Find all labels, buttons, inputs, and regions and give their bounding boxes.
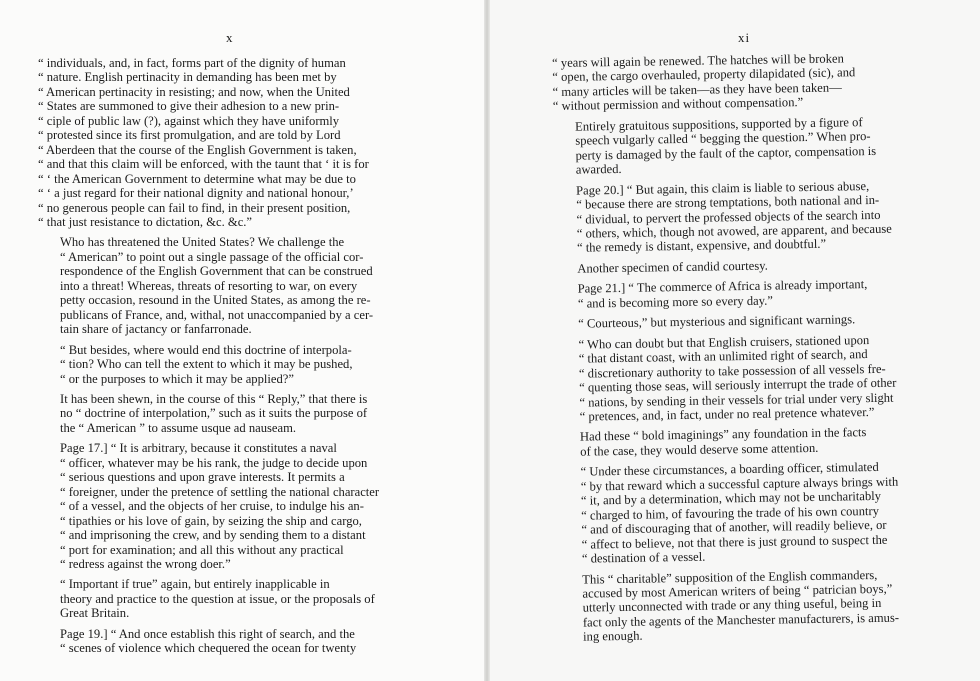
text-line: “ Who can doubt but that English cruisers, stationed upon — [578, 332, 870, 352]
text-line: “ many articles will be taken—as they have been taken— — [552, 80, 842, 99]
text-line: “ States are summoned to give their adhesion to a new prin- — [38, 99, 340, 114]
text-line: “ redress against the wrong doer.” — [60, 556, 231, 571]
paragraph — [558, 459, 948, 566]
text-line: “ by that reward which a successful capture always brings with — [580, 474, 899, 494]
text-line: accused by most American writers of being “ patrician boys,” — [582, 581, 893, 601]
text-line: “ officer, whatever may be his rank, the judge to decide upon — [60, 455, 368, 470]
text-line: Page 20.] “ But again, this claim is liable to serious abuse, — [576, 178, 870, 198]
text-line: utterly unconnected with trade or any thing useful, being in — [582, 596, 882, 615]
text-line: It has been shewn, in the course of this “ Reply,” that there is — [60, 391, 368, 406]
text-line: “ destination of a vessel. — [581, 549, 706, 566]
paragraph — [556, 311, 944, 332]
text-line: “ individuals, and, in fact, forms part of the dignity of human — [38, 56, 346, 70]
text-line: speech vulgarly called “ begging the question.” When pro- — [575, 129, 871, 148]
text-line: no “ doctrine of interpolation,” such as it suits the purpose of — [60, 406, 368, 421]
text-line: ing enough. — [583, 628, 643, 644]
text-line: respondence of the English Government that can be construed — [60, 264, 373, 279]
text-line: Page 17.] “ It is arbitrary, because it constitutes a naval — [60, 441, 337, 456]
paragraph — [552, 50, 941, 114]
text-line: “ no generous people can fail to find, in their present position, — [38, 200, 351, 215]
paragraph — [556, 276, 944, 311]
text-line: “ port for examination; and all this without any practical — [60, 542, 344, 557]
paragraph — [38, 627, 422, 656]
book-gutter — [484, 0, 490, 681]
text-line: Entirely gratuitous suppositions, supported by a figure of — [574, 114, 863, 134]
paragraph — [38, 343, 422, 386]
text-line: “ without permission and without compensation.” — [552, 95, 804, 114]
text-line: tain share of jactancy or fanfarronade. — [60, 322, 252, 337]
page-number-right: xi — [738, 30, 751, 45]
paragraph — [553, 114, 942, 178]
text-line: perty is damaged by the fault of the captor, compensation is — [575, 143, 877, 163]
text-line: “ others, which, though not avowed, are apparent, and because — [576, 221, 892, 241]
text-line: “ charged to him, of favouring the trade of his own country — [581, 503, 880, 523]
text-line: “ years will again be renewed. The hatches will be broken — [552, 51, 844, 70]
text-line: “ that just resistance to dictation, &c. &c.” — [38, 214, 253, 229]
text-line: “ or the purposes to which it may be applied?” — [60, 371, 294, 386]
paragraph — [38, 56, 422, 229]
paragraph — [38, 441, 422, 571]
text-line: “ ciple of public law (?), against which they have uniformly — [38, 113, 340, 128]
text-line: “ quenting those seas, will seriously interrupt the trade of other — [579, 375, 897, 395]
text-line: “ and imprisoning the crew, and by sending them to a distant — [60, 528, 366, 543]
text-line: Had these “ bold imaginings” any foundation in the facts — [579, 425, 867, 445]
text-line: fact only the agents of the Manchester manufacturers, is amus- — [582, 610, 900, 630]
paragraph — [560, 566, 949, 644]
text-line: Great Britain. — [60, 606, 130, 621]
text-line: “ Important if true” again, but entirely inapplicable in — [60, 577, 330, 592]
paragraph — [555, 256, 943, 277]
text-line: “ Under these circumstances, a boarding officer, stimulated — [580, 460, 879, 479]
text-line: into a threat! Whereas, threats of resorting to war, on every — [60, 278, 358, 293]
right-page — [486, 0, 980, 681]
text-line: the “ American ” to assume usque ad nauseam. — [60, 420, 297, 435]
text-line: “ serious questions and upon grave interests. It permits a — [60, 470, 345, 485]
text-line: “ foreigner, under the pretence of settling the national character — [60, 484, 380, 499]
text-line: “ tion? Who can tell the extent to which it may be pushed, — [60, 357, 353, 372]
text-line: “ dividual, to pervert the professed objects of the search into — [576, 207, 881, 227]
page-number-left: x — [226, 30, 234, 45]
text-line: “ it, and by a determination, which may not be uncharitably — [580, 489, 882, 508]
text-line: “ scenes of violence which chequered the ocean for twenty — [60, 641, 357, 656]
text-line: “ because there are strong temptations, both national and in- — [576, 192, 880, 212]
paragraph — [558, 424, 946, 459]
paragraph — [38, 392, 422, 435]
left-page-text — [38, 56, 422, 662]
text-line: Page 21.] “ The commerce of Africa is already important, — [577, 277, 868, 296]
text-line: “ tipathies or his love of gain, by seizing the ship and cargo, — [60, 513, 362, 528]
text-line: “ the remedy is distant, expensive, and doubtful.” — [576, 237, 827, 256]
text-line: awarded. — [575, 162, 622, 177]
text-line: petty occasion, resound in the United States, as among the re- — [60, 293, 371, 308]
text-line: “ protested since its first promulgation, and are told by Lord — [38, 128, 341, 143]
text-line: publicans of France, and, withal, not unaccompanied by a cer- — [60, 307, 374, 322]
paragraph — [38, 235, 422, 336]
text-line: “ ‘ the American Government to determine what may be due to — [38, 171, 356, 186]
text-line: “ and that this claim will be enforced, with the taunt that ‘ it is for — [38, 157, 369, 172]
text-line: “ pretences, and, in fact, under no real pretence whatever.” — [579, 404, 875, 424]
text-line: This “ charitable” supposition of the English commanders, — [582, 567, 878, 587]
text-line: “ nations, by sending in their vessels for trial under very slight — [579, 390, 894, 410]
text-line: “ open, the cargo overhauled, property dilapidated (sic), and — [552, 65, 856, 85]
text-line: “ American” to point out a single passage of the official cor- — [60, 249, 364, 264]
paragraph — [554, 178, 943, 256]
text-line: theory and practice to the question at issue, or the proposals of — [60, 591, 375, 606]
text-line: “ and is becoming more so every day.” — [577, 293, 774, 311]
text-line: “ But besides, where would end this doctrine of interpola- — [60, 342, 352, 357]
text-line: “ that distant coast, with an unlimited right of search, and — [578, 347, 868, 366]
text-line: Page 19.] “ And once establish this right of search, and the — [60, 626, 355, 641]
text-line: “ American pertinacity in resisting; and now, when the United — [38, 84, 350, 99]
paragraph — [38, 577, 422, 620]
paragraph — [556, 332, 945, 425]
right-page-text — [552, 50, 949, 651]
text-line: “ affect to believe, not that there is just ground to suspect the — [581, 532, 888, 552]
text-line: “ of a vessel, and the objects of her cruise, to indulge his an- — [60, 499, 364, 514]
text-line: “ nature. English pertinacity in demanding has been met by — [38, 70, 337, 85]
text-line: “ ‘ a just regard for their national dignity and national honour,’ — [38, 186, 354, 201]
text-line: “ discretionary authority to take possession of all vessels fre- — [578, 361, 886, 381]
text-line: of the case, they would deserve some attention. — [580, 440, 819, 459]
text-line: “ Aberdeen that the course of the English Government is taken, — [38, 142, 357, 157]
left-page — [0, 0, 486, 681]
text-line: Who has threatened the United States? We challenge the — [60, 235, 345, 250]
text-line: “ Courteous,” but mysterious and significant warnings. — [578, 312, 856, 331]
text-line: “ and of discouraging that of another, will readily believe, or — [581, 517, 887, 537]
text-line: Another specimen of candid courtesy. — [577, 258, 768, 276]
